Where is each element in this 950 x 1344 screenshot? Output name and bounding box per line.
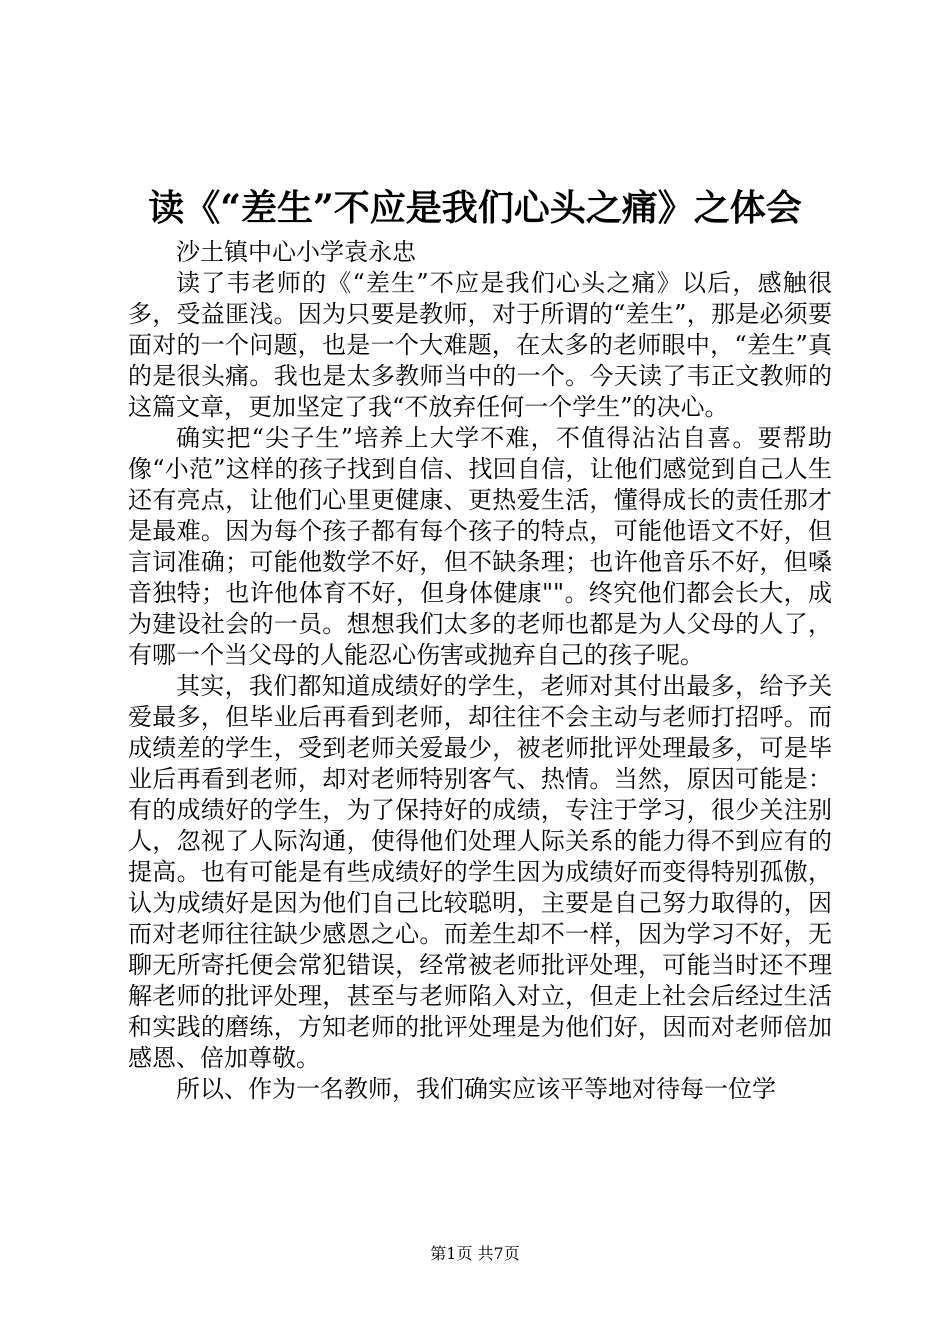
- paragraph: 读了韦老师的《“差生”不应是我们心头之痛》以后，感触很多，受益匪浅。因为只要是教师，对于所谓的“差生”，那是必须要面对的一个问题，也是一个大难题，在太多的老师眼中，“差生”真的是很头痛。我也是太多教师当中的一个。今天读了韦正文教师的这篇文章，更加坚定了我“不放弃任何一个学生”的决心。: [128, 269, 832, 421]
- paragraph: 所以、作为一名教师，我们确实应该平等地对待每一位学: [176, 1075, 776, 1103]
- paragraph: 其实，我们都知道成绩好的学生，老师对其付出最多，给予关爱最多，但毕业后再看到老师，却往往不会主动与老师打招呼。而成绩差的学生，受到老师关爱最少，被老师批评处理最多，可是毕业后再看到老师，却对老师特别客气、热情。当然，原因可能是：有的成绩好的学生，为了保持好的成绩，专注于学习，很少关注别人，忽视了人际沟通，使得他们处理人际关系的能力得不到应有的提高。也有可能是有些成绩好的学生因为成绩好而变得特别孤傲，认为成绩好是因为他们自己比较聪明，主要是自己努力取得的，因而对老师往往缺少感恩之心。而差生却不一样，因为学习不好，无聊无所寄托便会常犯错误，经常被老师批评处理，可能当时还不理解老师的批评处理，甚至与老师陷入对立，但走上社会后经过生活和实践的磨练，方知老师的批评处理是为他们好，因而对老师倍加感恩、倍加尊敬。: [128, 672, 832, 1072]
- document-title: 读《“差生”不应是我们心头之痛》之体会: [148, 187, 802, 229]
- paragraph: 确实把“尖子生”培养上大学不难，不值得沾沾自喜。要帮助像“小范”这样的孩子找到自信、找回自信，让他们感觉到自己人生还有亮点，让他们心里更健康、更热爱生活，懂得成长的责任那才是最难。因为每个孩子都有每个孩子的特点，可能他语文不好，但言词准确；可能他数学不好，但不缺条理；也许他音乐不好，但嗓音独特；也许他体育不好，但身体健康""。终究他们都会长大，成为建设社会的一员。想想我们太多的老师也都是为人父母的人了，有哪一个当父母的人能忍心伤害或抛弃自己的孩子呢。: [128, 424, 832, 669]
- author-line: 沙土镇中心小学袁永忠: [176, 238, 416, 266]
- page-number: 第1页 共7页: [430, 1244, 520, 1263]
- document-body: [128, 237, 832, 1105]
